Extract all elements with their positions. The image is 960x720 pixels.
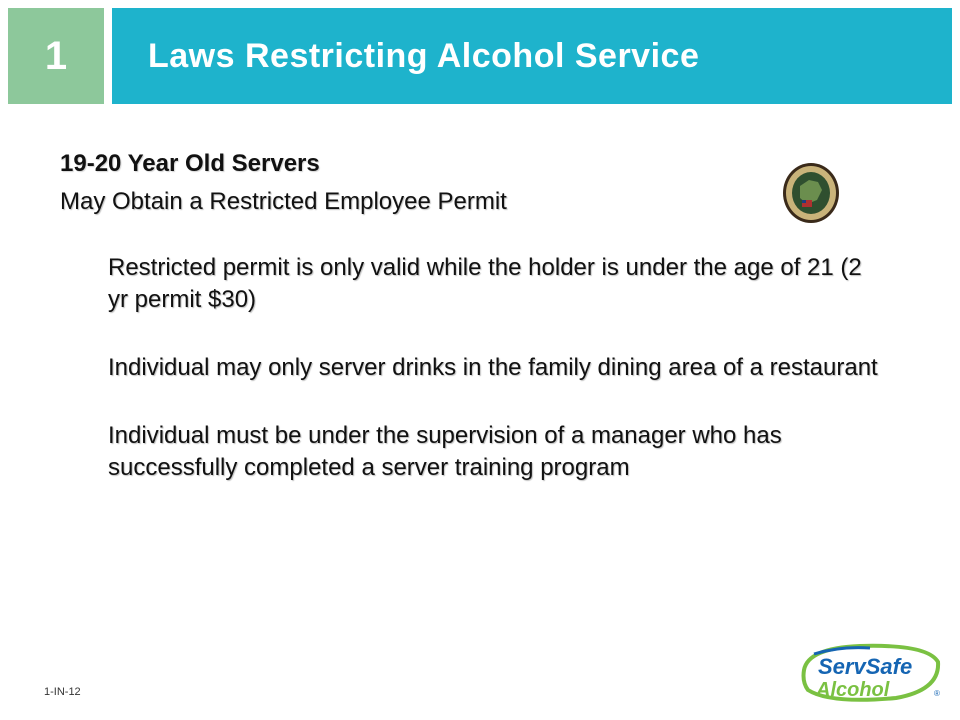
section-subheading: May Obtain a Restricted Employee Permit (60, 188, 507, 215)
servsafe-alcohol-logo (800, 640, 945, 705)
bullet-item: Individual must be under the supervision of a manager who has successfully completed a server training program (108, 421, 782, 481)
bullet-item: Individual may only server drinks in the family dining area of a restaurant (108, 353, 878, 381)
slide-content (60, 150, 890, 520)
title-bar (112, 8, 952, 104)
logo-servsafe-text: ServSafe (818, 654, 913, 679)
logo-alcohol-text: Alcohol (816, 679, 890, 701)
slide-number: 1 (44, 33, 68, 78)
section-heading: 19-20 Year Old Servers (60, 150, 320, 177)
slide-id: 1-IN-12 (44, 686, 81, 698)
bullet-item: Restricted permit is only valid while the holder is under the age of 21 (2 yr permit $30) (108, 254, 862, 313)
slide-number-box (8, 8, 104, 104)
slide-title: Laws Restricting Alcohol Service (148, 36, 700, 75)
logo-registered-mark: ® (934, 689, 940, 698)
